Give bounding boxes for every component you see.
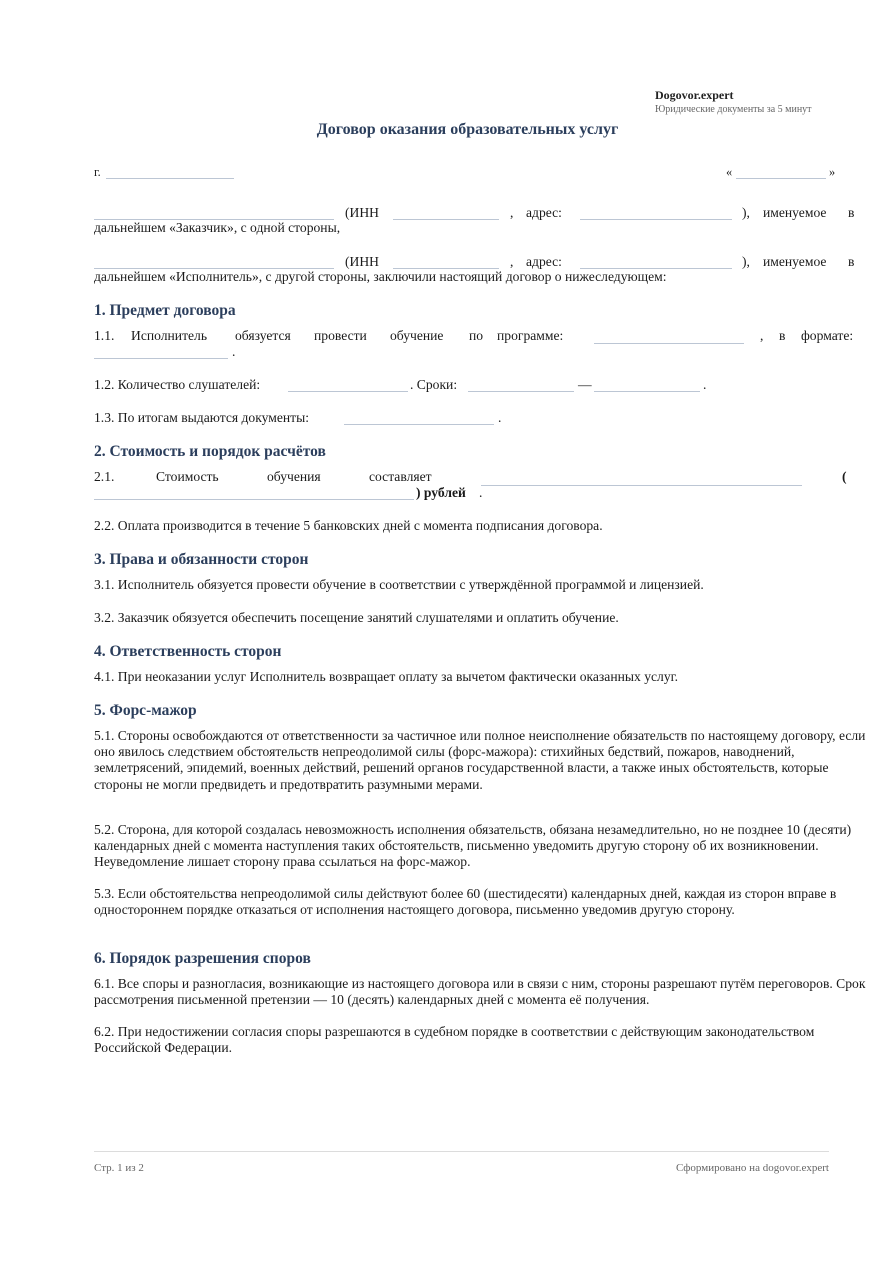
customer-role-text: дальнейшем «Заказчик», с одной стороны, (94, 220, 341, 235)
section-5-heading: 5. Форс-мажор (94, 702, 197, 719)
clause-5-2: 5.2. Сторона, для которой создалась невозможность исполнения обязательств, обязана незамедлительно, но не позднее 10 (десяти) календарных дней с момента наступления таких обстоятельств, письменно уведомить другую сторону об их возникновении. Неуведомление лишает сторону права ссылаться на форс-мажор. (94, 822, 852, 870)
clause-6-2: 6.2. При недостижении согласия споры разрешаются в судебном порядке в соответствии с действующим законодательством Российской Федерации. (94, 1024, 815, 1056)
clause-1-1-word: Исполнитель (131, 328, 208, 343)
customer-comma: , (510, 205, 514, 220)
clause-1-1-word: провести (314, 328, 367, 343)
contractor-inn-label: (ИНН (345, 254, 379, 269)
clause-3-2: 3.2. Заказчик обязуется обеспечить посещение занятий слушателями и оплатить обучение. (94, 610, 619, 625)
clause-1-3-end: . (498, 410, 502, 425)
footer-divider (94, 1151, 829, 1152)
clause-1-1-word: , (760, 328, 764, 343)
date-close-quote: » (829, 165, 836, 179)
date-field[interactable] (736, 178, 826, 179)
customer-inn-label: (ИНН (345, 205, 379, 220)
section-1-heading: 1. Предмет договора (94, 302, 236, 319)
city-field[interactable] (106, 178, 234, 179)
clause-1-1-word: обучение (390, 328, 444, 343)
contractor-comma: , (510, 254, 514, 269)
listeners-count-field[interactable] (288, 391, 408, 392)
clause-1-1-word: программе: (497, 328, 564, 343)
brand-tagline: Юридические документы за 5 минут (655, 104, 812, 115)
section-3-heading: 3. Права и обязанности сторон (94, 551, 309, 568)
customer-address-label: адрес: (526, 205, 562, 220)
clause-5-3: 5.3. Если обстоятельства непреодолимой силы действуют более 60 (шестидесяти) календарных дней, каждая из сторон вправе в одностороннем порядке отказаться от исполнения настоящего договора, письменно уведомив другую сторону. (94, 886, 837, 918)
clause-1-1-word: по (469, 328, 484, 343)
clause-1-1-word: в (779, 328, 786, 343)
term-end-field[interactable] (594, 391, 700, 392)
term-start-field[interactable] (468, 391, 574, 392)
customer-inn-field[interactable] (393, 219, 499, 220)
clause-2-1-word: 2.1. (94, 469, 115, 484)
section-6-heading: 6. Порядок разрешения споров (94, 950, 311, 967)
clause-5-1: 5.1. Стороны освобождаются от ответственности за частичное или полное неисполнение обязательств по настоящему договору, если оно явилось следствием обстоятельств непреодолимой силы (форс-мажора): стихийных бедствий, пожаров, наводнений, землетрясений, эпидемий, военных действий, решений органов государственной власти, а также иных обстоятельств, которые стороны не могли предвидеть и предотвратить разумными мерами. (94, 728, 866, 792)
section-4-heading: 4. Ответственность сторон (94, 643, 282, 660)
clause-2-1-word: Стоимость (156, 469, 219, 484)
clause-1-3-text: 1.3. По итогам выдаются документы: (94, 410, 310, 425)
section-2-heading: 2. Стоимость и порядок расчётов (94, 443, 326, 460)
clause-2-1-word: составляет (369, 469, 432, 484)
clause-1-1-word: обязуется (235, 328, 291, 343)
clause-6-1: 6.1. Все споры и разногласия, возникающие из настоящего договора или в связи с ним, стороны разрешают путём переговоров. Срок рассмотрения письменной претензии — 10 (десять) календарных дней с момента её получения. (94, 976, 866, 1008)
customer-named-word: именуемое (763, 205, 827, 220)
page-number: Стр. 1 из 2 (94, 1162, 144, 1174)
clause-1-1-word: 1.1. (94, 328, 115, 343)
clause-2-1-rubles: ) рублей (416, 485, 466, 500)
contractor-named-word: именуемое (763, 254, 827, 269)
document-title: Договор оказания образовательных услуг (316, 121, 619, 138)
date-open-quote: « (726, 165, 733, 179)
customer-address-field[interactable] (580, 219, 732, 220)
clause-2-1-open-paren: ( (842, 469, 847, 484)
documents-field[interactable] (344, 424, 494, 425)
contractor-role-text: дальнейшем «Исполнитель», с другой стороны, заключили настоящий договор о нижеследующем: (94, 269, 667, 284)
clause-1-2-text: 1.2. Количество слушателей: (94, 377, 261, 392)
cost-amount-field[interactable] (481, 485, 802, 486)
clause-1-1-end: . (232, 344, 236, 359)
clause-2-2: 2.2. Оплата производится в течение 5 банковских дней с момента подписания договора. (94, 518, 603, 533)
program-field[interactable] (594, 343, 744, 344)
clause-3-1: 3.1. Исполнитель обязуется провести обучение в соответствии с утверждённой программой и лицензией. (94, 577, 704, 592)
clause-1-1-word: формате: (801, 328, 854, 343)
format-field[interactable] (94, 358, 228, 359)
clause-2-1-end: . (479, 485, 483, 500)
footer-generated: Сформировано на dogovor.expert (675, 1162, 829, 1174)
clause-4-1: 4.1. При неоказании услуг Исполнитель возвращает оплату за вычетом фактически оказанных услуг. (94, 669, 679, 684)
contractor-named-prep: в (848, 254, 855, 269)
customer-named-prep: в (848, 205, 855, 220)
brand-name: Dogovor.expert (655, 88, 734, 102)
city-prefix: г. (94, 165, 101, 179)
contractor-address-label: адрес: (526, 254, 562, 269)
clause-1-2-dash: — (578, 377, 592, 392)
clause-1-2-end: . (703, 377, 707, 392)
clause-1-2-terms: . Сроки: (410, 377, 458, 392)
clause-2-1-word: обучения (267, 469, 321, 484)
contractor-named-paren: ), (742, 254, 750, 269)
cost-words-field[interactable] (94, 499, 414, 500)
customer-named-paren: ), (742, 205, 750, 220)
